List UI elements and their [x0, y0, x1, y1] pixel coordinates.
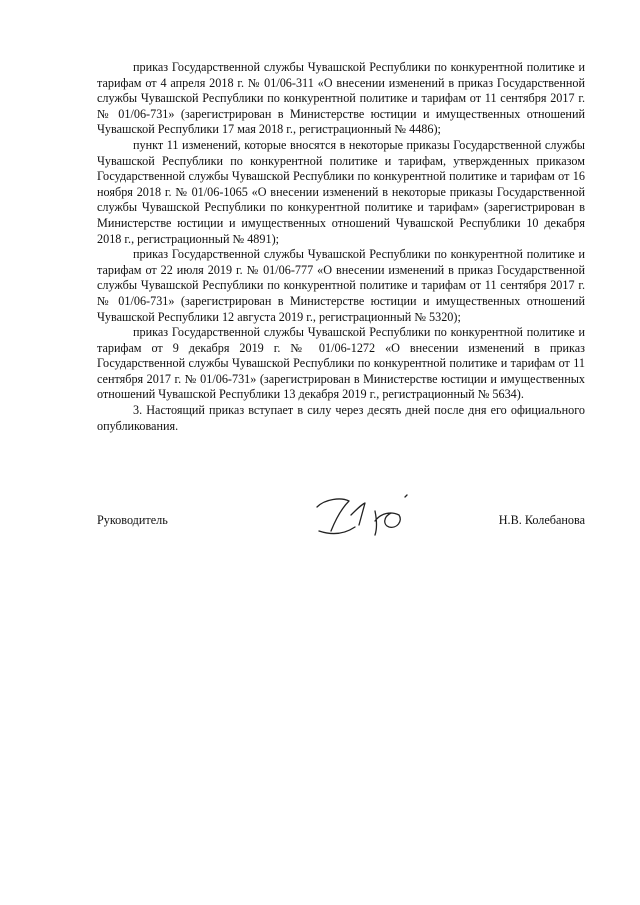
signatory-name: Н.В. Колебанова	[498, 513, 585, 527]
paragraph-amendment-2019-07: приказ Государственной службы Чувашской Республики по конкурентной политике и тарифам от 22 июля 2019 г. № 01/06-777 «О внесении изменений в приказ Государственной службы Чувашской Республики по конкурентной политике и тарифам от 11 сентября 2017 г. № 01/06-731» (зарегистрирован в Министерстве юстиции и имущественных отношений Чувашской Республики 12 августа 2019 г., регистрационный № 5320);	[97, 247, 585, 324]
handwritten-signature	[311, 491, 421, 541]
paragraph-amendment-2018-04: приказ Государственной службы Чувашской Республики по конкурентной политике и тарифам от 4 апреля 2018 г. № 01/06-311 «О внесении изменений в приказ Государственной службы Чувашской Республики по конкурентной политике и тарифам от 11 сентября 2017 г. № 01/06-731» (зарегистрирован в Министерстве юстиции и имущественных отношений Чувашской Республики 17 мая 2018 г., регистрационный № 4486);	[97, 60, 585, 137]
signature-block	[97, 505, 585, 535]
paragraph-effective-date: 3. Настоящий приказ вступает в силу через десять дней после дня его официального опубликования.	[97, 403, 585, 433]
paragraph-amendment-2019-12: приказ Государственной службы Чувашской Республики по конкурентной политике и тарифам от 9 декабря 2019 г. № 01/06-1272 «О внесении изменений в приказ Государственной службы Чувашской Республики по конкурентной политике и тарифам от 11 сентября 2017 г. № 01/06-731» (зарегистрирован в Министерстве юстиции и имущественных отношений Чувашской Республики 13 декабря 2019 г., регистрационный № 5634).	[97, 325, 585, 402]
document-body	[97, 60, 585, 434]
signatory-title: Руководитель	[97, 513, 168, 527]
paragraph-amendment-2018-11: пункт 11 изменений, которые вносятся в некоторые приказы Государственной службы Чувашской Республики по конкурентной политике и тарифам, утвержденных приказом Государственной службы Чувашской Республики по конкурентной политике и тарифам от 16 ноября 2018 г. № 01/06-1065 «О внесении изменений в некоторые приказы Государственной службы Чувашской Республики по конкурентной политике и тарифам» (зарегистрирован в Министерстве юстиции и имущественных отношений Чувашской Республики 10 декабря 2018 г., регистрационный № 4891);	[97, 137, 585, 246]
